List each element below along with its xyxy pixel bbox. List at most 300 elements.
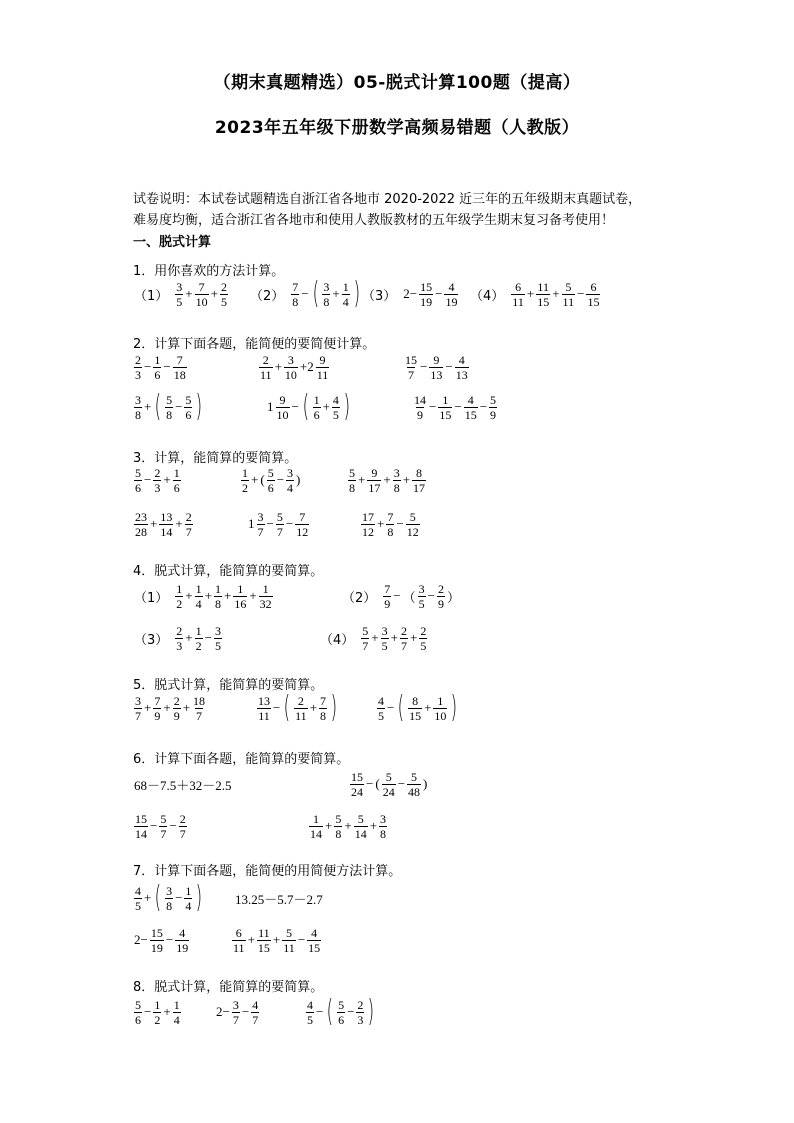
operator: + — [409, 630, 418, 645]
operator: − — [396, 516, 404, 531]
denominator: 6 — [267, 480, 274, 495]
operator: − — [435, 286, 443, 301]
denominator: 8 — [387, 524, 394, 539]
operator: + — [251, 472, 259, 487]
denominator: 11 — [512, 294, 524, 309]
operator: − — [273, 700, 281, 715]
fraction — [400, 624, 408, 653]
denominator: 4 — [195, 596, 202, 611]
denominator: 3 — [176, 638, 183, 653]
denominator: 9 — [173, 708, 180, 723]
fraction — [134, 998, 142, 1027]
operator: − — [297, 932, 306, 947]
fraction — [184, 393, 192, 422]
operator: + — [371, 630, 379, 645]
denominator: 11 — [258, 708, 270, 723]
math-expression — [133, 389, 205, 425]
fraction — [418, 582, 426, 611]
numerator: 7 — [154, 693, 161, 708]
operator: − — [397, 776, 406, 791]
fraction — [407, 770, 421, 799]
denominator: 18 — [173, 367, 186, 382]
fraction — [134, 694, 142, 723]
parenthesis: ( — [375, 776, 380, 791]
big-parenthesis: ) — [368, 994, 375, 1029]
big-parenthesis: ) — [353, 276, 360, 311]
denominator: 32 — [259, 596, 272, 611]
denominator: 24 — [351, 784, 363, 799]
numerator: 1 — [154, 997, 161, 1012]
fraction — [173, 998, 181, 1027]
fraction — [444, 280, 458, 309]
parenthesis: ) — [423, 776, 428, 791]
numerator: 5 — [411, 769, 418, 784]
denominator: 48 — [408, 784, 421, 799]
numerator: 7 — [299, 509, 306, 524]
denominator: 7 — [408, 367, 414, 382]
operator: + — [185, 286, 193, 301]
fraction — [241, 466, 249, 495]
numerator: 1 — [242, 465, 248, 480]
denominator: 3 — [357, 1012, 364, 1027]
denominator: 5 — [176, 294, 183, 309]
math-expression — [231, 922, 322, 958]
fraction — [438, 393, 452, 422]
numerator: 1 — [173, 465, 180, 480]
numerator: 2 — [179, 811, 186, 826]
denominator: 8 — [166, 407, 173, 422]
fraction — [437, 582, 445, 611]
operator: − — [175, 890, 183, 905]
numerator: 6 — [590, 279, 597, 294]
operator: 2− — [216, 1004, 230, 1019]
math-expression — [360, 506, 421, 542]
fraction — [134, 393, 142, 422]
numerator: 2 — [262, 352, 269, 367]
numerator: 9 — [279, 392, 286, 407]
fraction — [337, 998, 345, 1027]
question-prompt: 8．脱式计算，能简算的要简算。 — [133, 980, 324, 995]
numerator: 1 — [195, 623, 202, 638]
denominator: 3 — [154, 480, 161, 495]
math-expression — [342, 578, 461, 614]
numerator: 5 — [362, 623, 369, 638]
denominator: 8 — [214, 596, 221, 611]
math-expression — [305, 994, 377, 1030]
operator: 1 — [267, 399, 274, 414]
denominator: 5 — [418, 596, 425, 611]
fraction — [291, 280, 299, 309]
numerator: 1 — [176, 581, 183, 596]
intro-line-1: 试卷说明：本试卷试题精选自浙江省各地市 2020-2022 近三年的五年级期末真题试卷， — [133, 192, 642, 207]
operator: − — [454, 399, 462, 414]
fraction — [282, 926, 296, 955]
numerator: 2 — [357, 997, 364, 1012]
document-subtitle: 2023年五年级下册数学高频易错题（人教版） — [214, 118, 580, 138]
section-heading: 一、脱式计算 — [133, 235, 212, 250]
denominator: 5 — [220, 294, 227, 309]
fraction — [586, 280, 600, 309]
denominator: 9 — [490, 407, 497, 422]
fraction — [173, 694, 181, 723]
numerator: 3 — [166, 883, 173, 898]
question-prompt: 5．脱式计算，能简算的要简算。 — [133, 678, 324, 693]
fraction — [361, 510, 375, 539]
denominator: 13 — [455, 367, 468, 382]
fraction — [348, 466, 356, 495]
math-expression — [256, 690, 340, 726]
big-parenthesis: ( — [397, 690, 405, 725]
numerator: 3 — [135, 392, 141, 407]
numerator: 2 — [185, 509, 192, 524]
document-title: （期末真题精选）05-脱式计算100题（提高） — [213, 73, 581, 93]
numerator: 4 — [378, 693, 384, 708]
fraction — [165, 884, 173, 913]
numerator: 3 — [287, 352, 294, 367]
denominator: 10 — [284, 367, 297, 382]
numerator: 5 — [135, 465, 141, 480]
denominator: 17 — [368, 480, 381, 495]
denominator: 6 — [135, 480, 141, 495]
item-label: （2） — [250, 288, 285, 304]
fraction — [562, 280, 576, 309]
denominator: 8 — [323, 294, 330, 309]
fraction — [367, 466, 381, 495]
fraction — [220, 280, 228, 309]
operator: + — [163, 472, 171, 487]
numerator: 5 — [357, 811, 364, 826]
question-prompt: 1．用你喜欢的方法计算。 — [133, 264, 285, 279]
denominator: 6 — [135, 1012, 141, 1027]
denominator: 9 — [154, 708, 161, 723]
operator: + — [274, 359, 282, 374]
numerator: 1 — [313, 811, 319, 826]
numerator: 5 — [385, 769, 392, 784]
numerator: 7 — [387, 509, 394, 524]
numerator: 1 — [154, 352, 161, 367]
denominator: 11 — [562, 294, 575, 309]
numerator: 1 — [195, 581, 202, 596]
numerator: 4 — [135, 883, 141, 898]
fraction — [232, 926, 246, 955]
denominator: 10 — [276, 407, 289, 422]
denominator: 4 — [185, 898, 192, 913]
operator: − — [165, 932, 174, 947]
parenthesis: ( — [260, 472, 265, 487]
numerator: 5 — [276, 509, 283, 524]
math-expression — [215, 994, 260, 1030]
operator: 13.25－5.7－2.7 — [235, 891, 323, 907]
numerator: 4 — [467, 392, 474, 407]
operator: + — [182, 700, 191, 715]
numerator: 17 — [362, 509, 374, 524]
math-expression — [376, 690, 460, 726]
operator: + — [163, 700, 171, 715]
denominator: 10 — [195, 294, 208, 309]
fraction — [165, 393, 173, 422]
operator: − — [479, 399, 488, 414]
fraction — [307, 926, 321, 955]
parenthesis: （ — [402, 589, 416, 605]
parenthesis: ） — [446, 589, 460, 605]
numerator: 5 — [286, 925, 293, 940]
numerator: 2 — [400, 623, 407, 638]
numerator: 3 — [232, 997, 239, 1012]
fraction — [153, 694, 161, 723]
denominator: 16 — [234, 596, 247, 611]
numerator: 8 — [412, 693, 419, 708]
denominator: 4 — [173, 1012, 180, 1027]
big-parenthesis: ( — [154, 389, 162, 424]
denominator: 8 — [166, 898, 173, 913]
numerator: 3 — [418, 581, 425, 596]
operator: + — [402, 472, 411, 487]
operator: 1 — [248, 516, 255, 531]
item-label: （4） — [320, 632, 355, 648]
fraction — [134, 353, 142, 382]
fraction — [393, 466, 401, 495]
operator: − — [144, 359, 152, 374]
denominator: 4 — [342, 294, 349, 309]
numerator: 2 — [220, 279, 227, 294]
denominator: 4 — [287, 480, 294, 495]
question-prompt: 6．计算下面各题，能简算的要简算。 — [133, 752, 350, 767]
fraction — [134, 510, 148, 539]
fraction — [232, 998, 240, 1027]
fraction — [192, 694, 206, 723]
denominator: 7 — [400, 638, 407, 653]
operator: − — [276, 472, 285, 487]
denominator: 5 — [307, 1012, 313, 1027]
math-expression — [133, 506, 194, 542]
operator: + — [163, 1004, 171, 1019]
fraction — [214, 582, 222, 611]
math-expression — [247, 506, 310, 542]
denominator: 15 — [257, 940, 270, 955]
numerator: 4 — [307, 997, 313, 1012]
denominator: 6 — [313, 407, 320, 422]
numerator: 2 — [176, 623, 183, 638]
math-expression — [133, 690, 207, 726]
question-prompt: 3．计算，能简算的要简算。 — [133, 451, 298, 466]
numerator: 15 — [351, 769, 363, 784]
operator: +2 — [299, 359, 314, 374]
operator: − — [241, 1004, 250, 1019]
numerator: 2 — [173, 693, 180, 708]
numerator: 7 — [198, 279, 205, 294]
operator: + — [272, 932, 281, 947]
fraction — [276, 393, 290, 422]
denominator: 5 — [420, 638, 427, 653]
denominator: 19 — [420, 294, 433, 309]
operator: − — [366, 776, 374, 791]
fraction — [153, 353, 161, 382]
denominator: 14 — [354, 826, 367, 841]
numerator: 3 — [393, 465, 400, 480]
numerator: 5 — [565, 279, 572, 294]
numerator: 5 — [267, 465, 274, 480]
fraction — [286, 466, 294, 495]
fraction — [419, 624, 427, 653]
numerator: 7 — [292, 279, 299, 294]
math-expression — [362, 276, 459, 312]
fraction — [489, 393, 497, 422]
operator: + — [383, 472, 391, 487]
operator: − — [445, 359, 453, 374]
fraction — [214, 624, 222, 653]
numerator: 13 — [258, 693, 270, 708]
fraction — [413, 393, 427, 422]
operator: + — [322, 399, 330, 414]
fraction — [257, 694, 271, 723]
math-expression — [308, 808, 388, 844]
big-parenthesis: ( — [154, 880, 162, 915]
operator: − — [427, 588, 435, 603]
denominator: 8 — [319, 708, 326, 723]
numerator: 1 — [173, 997, 180, 1012]
fraction — [342, 280, 350, 309]
denominator: 6 — [173, 480, 180, 495]
fraction — [313, 393, 321, 422]
denominator: 13 — [430, 367, 443, 382]
numerator: 5 — [409, 509, 416, 524]
fraction — [159, 510, 173, 539]
numerator: 3 — [380, 811, 387, 826]
math-expression — [258, 349, 330, 385]
numerator: 5 — [135, 997, 141, 1012]
numerator: 15 — [135, 811, 147, 826]
fraction — [195, 624, 203, 653]
math-expression — [133, 922, 190, 958]
fraction — [306, 998, 314, 1027]
fraction — [294, 694, 308, 723]
denominator: 7 — [252, 1012, 259, 1027]
math-expression — [412, 389, 498, 425]
numerator: 23 — [135, 509, 147, 524]
operator: + — [390, 630, 398, 645]
operator: − — [291, 399, 299, 414]
numerator: 4 — [458, 352, 465, 367]
denominator: 7 — [185, 524, 192, 539]
operator: − — [420, 359, 428, 374]
fraction — [316, 353, 330, 382]
fraction — [381, 624, 389, 653]
operator: − — [577, 286, 585, 301]
numerator: 5 — [185, 392, 192, 407]
fraction — [419, 280, 433, 309]
denominator: 5 — [332, 407, 339, 422]
fraction — [195, 582, 203, 611]
denominator: 15 — [537, 294, 550, 309]
numerator: 5 — [335, 811, 342, 826]
operator: + — [144, 399, 152, 414]
numerator: 6 — [515, 279, 522, 294]
denominator: 17 — [413, 480, 426, 495]
math-expression — [347, 462, 427, 498]
numerator: 9 — [433, 352, 440, 367]
numerator: 15 — [420, 279, 433, 294]
denominator: 2 — [195, 638, 202, 653]
denominator: 2 — [242, 480, 248, 495]
fraction — [134, 812, 148, 841]
fraction — [322, 280, 330, 309]
fraction — [295, 510, 309, 539]
math-expression — [234, 880, 324, 916]
math-expression — [320, 620, 428, 656]
numerator: 1 — [442, 392, 449, 407]
fraction — [361, 624, 369, 653]
numerator: 18 — [193, 693, 206, 708]
numerator: 4 — [332, 392, 339, 407]
item-label: （3） — [362, 288, 397, 304]
math-expression — [134, 276, 229, 312]
big-parenthesis: ) — [196, 880, 203, 915]
big-parenthesis: ( — [326, 994, 334, 1029]
operator: + — [325, 818, 333, 833]
math-expression — [133, 766, 233, 802]
fraction — [179, 812, 187, 841]
operator: − — [169, 818, 177, 833]
fraction — [350, 770, 364, 799]
numerator: 1 — [342, 279, 349, 294]
item-label: （3） — [134, 632, 169, 648]
numerator: 3 — [287, 465, 294, 480]
question-prompt: 7．计算下面各题，能简便的用简便方法计算。 — [133, 864, 402, 879]
denominator: 7 — [257, 524, 264, 539]
denominator: 8 — [393, 480, 400, 495]
denominator: 8 — [335, 826, 342, 841]
denominator: 11 — [233, 940, 245, 955]
fraction — [276, 510, 284, 539]
denominator: 19 — [445, 294, 458, 309]
math-expression — [133, 994, 182, 1030]
operator: − — [316, 1004, 324, 1019]
denominator: 5 — [381, 638, 388, 653]
math-expression — [133, 349, 188, 385]
operator: + — [369, 818, 378, 833]
operator: + — [247, 932, 255, 947]
big-parenthesis: ) — [451, 690, 458, 725]
operator: + — [210, 286, 218, 301]
numerator: 1 — [185, 883, 192, 898]
operator: + — [526, 286, 535, 301]
big-parenthesis: ) — [343, 389, 350, 424]
math-expression — [349, 766, 428, 802]
operator: + — [175, 516, 183, 531]
numerator: 1 — [437, 693, 444, 708]
operator: + — [332, 286, 340, 301]
denominator: 19 — [150, 940, 163, 955]
numerator: 11 — [258, 925, 270, 940]
fraction — [379, 812, 387, 841]
fraction — [173, 466, 181, 495]
fraction — [356, 998, 364, 1027]
denominator: 11 — [260, 367, 272, 382]
fraction — [153, 466, 161, 495]
denominator: 28 — [135, 524, 147, 539]
fraction — [404, 353, 418, 382]
fraction — [175, 582, 183, 611]
denominator: 12 — [296, 524, 309, 539]
operator: − — [393, 588, 401, 603]
numerator: 5 — [166, 392, 173, 407]
denominator: 6 — [185, 407, 192, 422]
math-expression — [133, 880, 205, 916]
denominator: 11 — [295, 708, 307, 723]
denominator: 5 — [378, 708, 384, 723]
fraction — [332, 393, 340, 422]
operator: + — [185, 588, 193, 603]
